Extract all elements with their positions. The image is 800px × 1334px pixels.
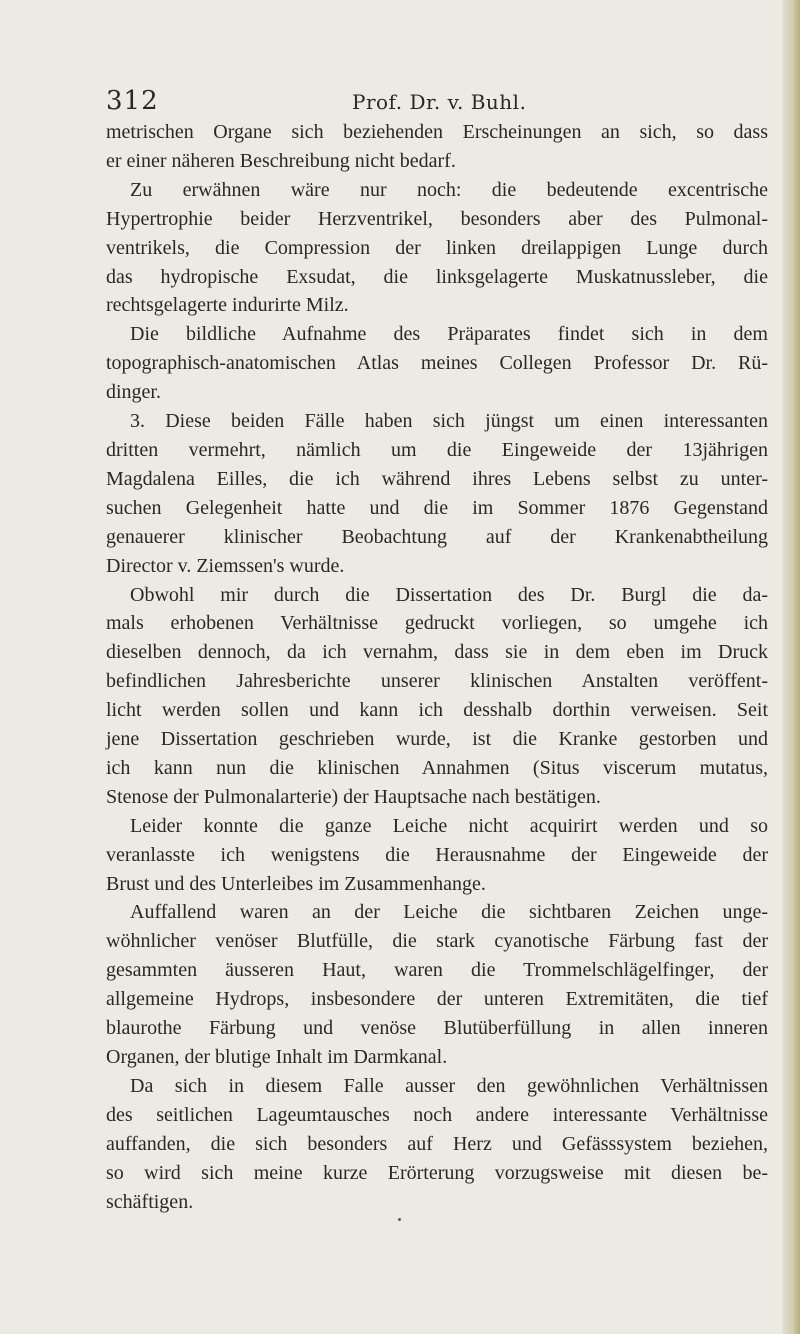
text-line: Director v. Ziemssen's wurde. [106, 554, 345, 577]
text-line: genauerer klinischer Beobachtung auf der Krankenabtheilung [106, 525, 768, 548]
text-line: 3. Diese beiden Fälle haben sich jüngst um einen interessanten [130, 410, 768, 433]
text-line: dritten vermehrt, nämlich um die Eingeweide der 13jährigen [106, 438, 768, 461]
text-line: licht werden sollen und kann ich desshalb dorthin verweisen. Seit [106, 699, 768, 722]
text-line: das hydropische Exsudat, die linksgelagerte Muskatnussleber, die [106, 265, 768, 288]
text-line: Stenose der Pulmonalarterie) der Hauptsache nach bestätigen. [106, 785, 601, 808]
text-line: Leider konnte die ganze Leiche nicht acquirirt werden und so [130, 814, 768, 837]
page-edge-shadow [782, 0, 800, 1334]
text-line: so wird sich meine kurze Erörterung vorzugsweise mit diesen be- [106, 1161, 768, 1184]
page-edge-highlight [791, 0, 794, 1334]
text-line: Obwohl mir durch die Dissertation des Dr. Burgl die da- [130, 583, 768, 606]
text-line: topographisch-anatomischen Atlas meines Collegen Professor Dr. Rü- [106, 352, 768, 375]
text-line: Magdalena Eilles, die ich während ihres Lebens selbst zu unter- [106, 467, 768, 490]
text-line: dinger. [106, 381, 161, 404]
text-line: wöhnlicher venöser Blutfülle, die stark cyanotische Färbung fast der [106, 930, 768, 953]
print-speck [398, 1218, 401, 1221]
text-line: auffanden, die sich besonders auf Herz und Gefässsystem beziehen, [106, 1132, 768, 1155]
text-line: Die bildliche Aufnahme des Präparates findet sich in dem [130, 323, 768, 346]
text-line: rechtsgelagerte indurirte Milz. [106, 294, 349, 317]
text-line: ventrikels, die Compression der linken dreilappigen Lunge durch [106, 236, 768, 259]
page-number: 312 [106, 86, 159, 116]
text-line: jene Dissertation geschrieben wurde, ist die Kranke gestorben und [106, 728, 768, 751]
text-line: Organen, der blutige Inhalt im Darmkanal. [106, 1046, 448, 1068]
text-line: befindlichen Jahresberichte unserer klinischen Anstalten veröffent- [106, 670, 768, 693]
text-line: suchen Gelegenheit hatte und die im Sommer 1876 Gegenstand [106, 496, 768, 519]
text-line: Zu erwähnen wäre nur noch: die bedeutende excentrische [130, 178, 768, 201]
text-line: gesammten äusseren Haut, waren die Trommelschlägelfinger, der [106, 959, 768, 982]
text-line: blaurothe Färbung und venöse Blutüberfüllung in allen inneren [106, 1017, 768, 1040]
text-line: metrischen Organe sich beziehenden Erscheinungen an sich, so dass [106, 121, 768, 143]
text-line: mals erhobenen Verhältnisse gedruckt vorliegen, so umgehe ich [106, 612, 768, 635]
text-line: schäftigen. [106, 1190, 194, 1213]
text-line: ich kann nun die klinischen Annahmen (Situs viscerum mutatus, [106, 756, 768, 779]
text-line: Da sich in diesem Falle ausser den gewöhnlichen Verhältnissen [130, 1074, 768, 1097]
text-line: Brust und des Unterleibes im Zusammenhange. [106, 872, 486, 895]
body-text [106, 118, 768, 1216]
text-line: veranlasste ich wenigstens die Herausnahme der Eingeweide der [106, 843, 768, 866]
running-head: Prof. Dr. v. Buhl. [352, 90, 527, 114]
text-line: allgemeine Hydrops, insbesondere der unteren Extremitäten, die tief [106, 988, 768, 1011]
text-line: des seitlichen Lageumtausches noch andere interessante Verhältnisse [106, 1103, 768, 1126]
text-line: er einer näheren Beschreibung nicht bedarf. [106, 149, 456, 172]
text-line: dieselben dennoch, da ich vernahm, dass sie in dem eben im Druck [106, 641, 768, 664]
text-line: Auffallend waren an der Leiche die sichtbaren Zeichen unge- [130, 901, 768, 924]
text-line: Hypertrophie beider Herzventrikel, besonders aber des Pulmonal- [106, 207, 768, 230]
